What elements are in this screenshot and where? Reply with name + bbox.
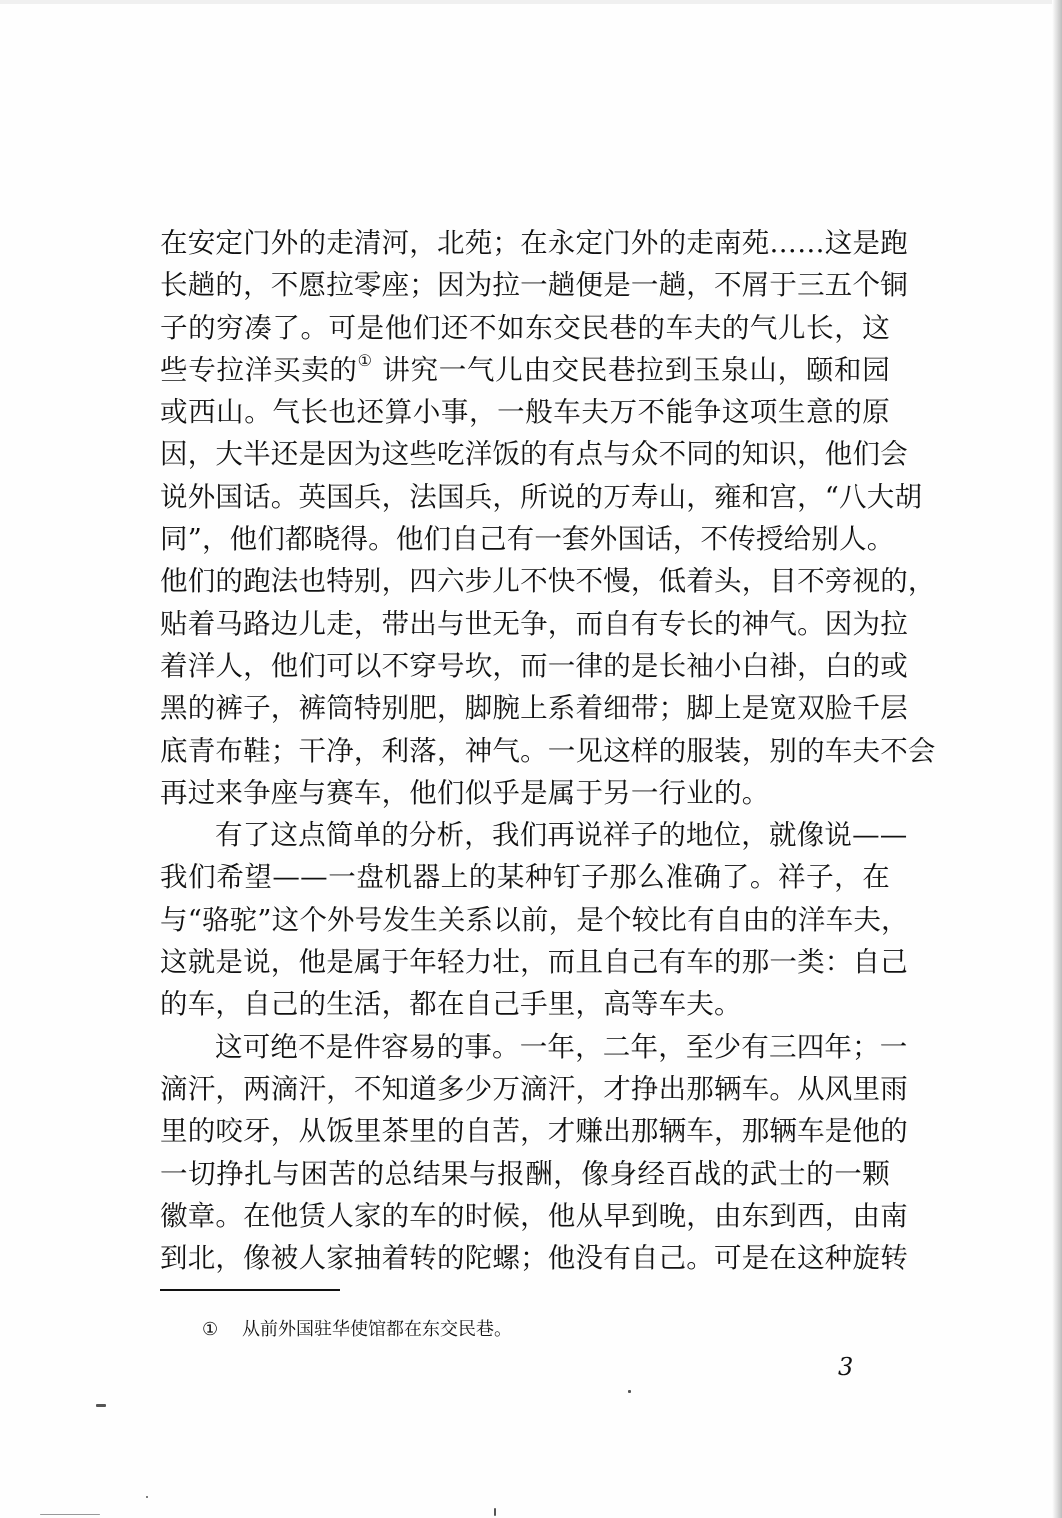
text-line: 再过来争座与赛车，他们似乎是属于另一行业的。: [160, 776, 770, 809]
text-line: 长趟的，不愿拉零座；因为拉一趟便是一趟，不屑于三五个铜: [160, 269, 908, 302]
text-line: 这可绝不是件容易的事。一年，二年，至少有三四年；一: [215, 1030, 908, 1063]
text-line: 在安定门外的走清河，北苑；在永定门外的走南苑……这是跑: [160, 227, 908, 259]
text-line: 滴汗，两滴汗，不知道多少万滴汗，才挣出那辆车。从风里雨: [160, 1072, 908, 1105]
text-line-with-footnote: [160, 349, 890, 391]
page-number: 3: [838, 1353, 854, 1381]
text-line: 因，大半还是因为这些吃洋饭的有点与众不同的知识，他们会: [160, 438, 908, 471]
scan-speck: [628, 1390, 631, 1393]
scan-speck: [96, 1404, 106, 1407]
footnote: [202, 1318, 512, 1342]
footnote-reference[interactable]: ①: [357, 350, 373, 370]
text-line: 里的咬牙，从饭里茶里的自苦，才赚出那辆车，那辆车是他的: [160, 1115, 908, 1148]
text-line: 他们的跑法也特别，四六步儿不快不慢，低着头，目不旁视的，: [160, 565, 936, 598]
text-line: 黑的裤子，裤筒特别肥，脚腕上系着细带；脚上是宽双脸千层: [160, 692, 908, 725]
footnote-divider: [160, 1289, 340, 1291]
footnote-marker: ①: [202, 1319, 219, 1340]
scan-speck: [494, 1508, 496, 1516]
text-line: 贴着马路边儿走，带出与世无争，而自有专长的神气。因为拉: [160, 607, 908, 640]
text-line: 着洋人，他们可以不穿号坎，而一律的是长袖小白褂，白的或: [160, 649, 908, 682]
body-text: [160, 222, 936, 1279]
text-line: 这就是说，他是属于年轻力壮，而且自己有车的那一类：自己: [160, 946, 908, 979]
scan-edge-top: [0, 0, 1062, 4]
text-line: 到北，像被人家抽着转的陀螺；他没有自己。可是在这种旋转: [160, 1242, 908, 1275]
scan-edge-right: [1052, 0, 1062, 1518]
text-line: 一切挣扎与困苦的总结果与报酬，像身经百战的武士的一颗: [160, 1157, 890, 1190]
text-line: 的车，自己的生活，都在自己手里，高等车夫。: [160, 988, 742, 1021]
text-line: 或西山。气长也还算小事，一般车夫万不能争这项生意的原: [160, 396, 890, 429]
text-segment: 讲究一气儿由交民巷拉到玉泉山，颐和园: [382, 353, 890, 386]
text-line: 徽章。在他赁人家的车的时候，他从早到晚，由东到西，由南: [160, 1199, 908, 1232]
scan-speck: [146, 1496, 148, 1498]
text-line: 有了这点简单的分析，我们再说祥子的地位，就像说——: [215, 819, 908, 852]
text-line: 说外国话。英国兵，法国兵，所说的万寿山，雍和宫，“八大胡: [160, 480, 923, 513]
text-line: 与“骆驼”这个外号发生关系以前，是个较比有自由的洋车夫，: [160, 903, 909, 936]
footnote-text: 从前外国驻华使馆都在东交民巷。: [242, 1319, 512, 1340]
text-line: 我们希望——一盘机器上的某种钉子那么准确了。祥子，在: [160, 861, 890, 894]
text-segment: 些专拉洋买卖的: [160, 353, 358, 386]
text-line: 子的穷凑了。可是他们还不如东交民巷的车夫的气儿长，这: [160, 311, 890, 344]
scan-speck: [40, 1514, 100, 1515]
text-line: 同”，他们都晓得。他们自己有一套外国话，不传授给别人。: [160, 523, 895, 556]
text-line: 底青布鞋；干净，利落，神气。一见这样的服装，别的车夫不会: [160, 734, 936, 767]
